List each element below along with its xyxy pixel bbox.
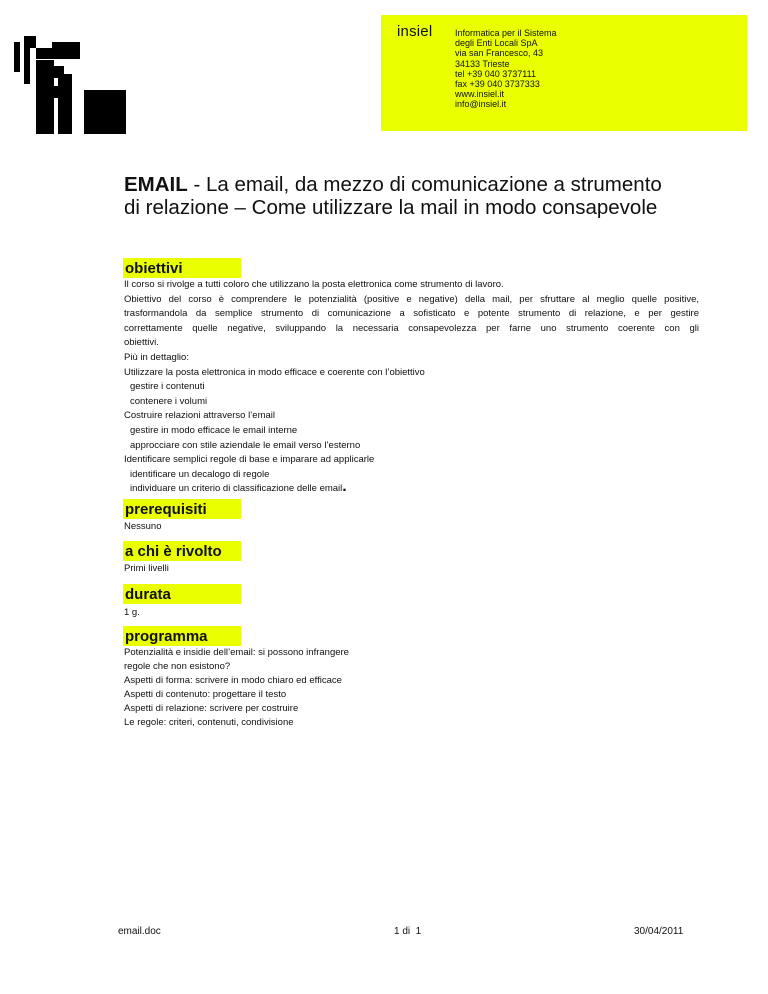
section-heading-label: programma [125,628,208,645]
list-item: Utilizzare la posta elettronica in modo efficace e coerente con l’obiettivo [124,366,425,378]
brand-name: insiel [397,23,433,40]
final-period: . [342,478,347,496]
list-subitem: gestire in modo efficace le email interne [130,424,298,436]
list-subitem: identificare un decalogo di regole [130,468,270,480]
program-line: regole che non esistono? [124,661,231,672]
phone-line: tel +39 040 3737111 [455,68,536,79]
section-heading-label: a chi è rivolto [125,543,222,560]
paragraph-line: trasformandola da semplice strumento di comunicazione a sofisticato e potente strumento di relazione, e per gestire [124,308,699,320]
address-line: degli Enti Locali SpA [455,38,538,49]
title-keyword: EMAIL [124,173,188,196]
list-subitem: approcciare con stile aziendale le email verso l’esterno [130,439,361,451]
email-line: info@insiel.it [455,99,507,110]
list-item: Identificare semplici regole di base e imparare ad applicarle [124,454,375,466]
section-heading-label: durata [125,586,171,603]
section-heading-prerequisiti [123,499,241,519]
section-heading-rivolto [123,541,241,561]
list-item: Costruire relazioni attraverso l’email [124,410,275,422]
fax-line: fax +39 040 3737333 [455,79,540,90]
section-heading-label: prerequisiti [125,501,207,518]
program-line: Aspetti di forma: scrivere in modo chiaro ed efficace [124,675,342,686]
section-heading-obiettivi [123,258,241,278]
list-subitem: contenere i volumi [130,395,208,407]
page-title [124,173,724,219]
company-address [455,28,557,110]
title-line1: La email, da mezzo di comunicazione a strumento [206,173,662,196]
paragraph-line: correttamente quelle negative, sviluppando la necessaria consapevolezza per farne uno strumento coerente con gli [124,322,699,334]
list-subitem: gestire i contenuti [130,381,205,393]
address-line: 34133 Trieste [455,58,510,69]
paragraph-line: Il corso si rivolge a tutti coloro che utilizzano la posta elettronica come strumento di lavoro. [124,279,504,290]
section-heading-label: obiettivi [125,260,183,277]
paragraph-line: Obiettivo del corso è comprendere le potenzialità (positive e negative) della mail, per sfruttare al meglio quelle positive, [124,293,699,305]
durata-text: 1 g. [124,607,140,618]
section-heading-durata [123,584,241,604]
footer-page-number: 1 di 1 [394,926,422,937]
footer-date: 30/04/2011 [634,926,684,937]
prerequisiti-text: Nessuno [124,521,162,532]
list-subitem-last-char: l [340,483,343,495]
list-subitem [124,478,699,497]
program-line: Aspetti di relazione: scrivere per costruire [124,703,299,714]
rivolto-text: Primi livelli [124,563,169,574]
program-line: Potenzialità e insidie dell’email: si possono infrangere [124,647,349,658]
title-line2: di relazione – Come utilizzare la mail in modo consapevole [124,196,658,219]
title-separator: - [187,173,206,196]
program-line: Aspetti di contenuto: progettare il testo [124,689,287,700]
paragraph-line: obiettivi. [124,337,159,349]
obiettivi-body [124,278,699,497]
company-info-box [381,15,747,131]
footer-filename: email.doc [118,926,161,937]
address-line: via san Francesco, 43 [455,48,544,59]
programma-body [124,646,349,730]
insiel-logo [14,36,126,134]
list-subitem-text: individuare un criterio di classificazione delle emai [130,483,341,495]
program-line: Le regole: criteri, contenuti, condivisione [124,717,294,728]
address-line: Informatica per il Sistema [455,28,557,38]
paragraph-line: Più in dettaglio: [124,351,189,363]
website-line: www.insiel.it [455,89,505,100]
section-heading-programma [123,626,241,646]
